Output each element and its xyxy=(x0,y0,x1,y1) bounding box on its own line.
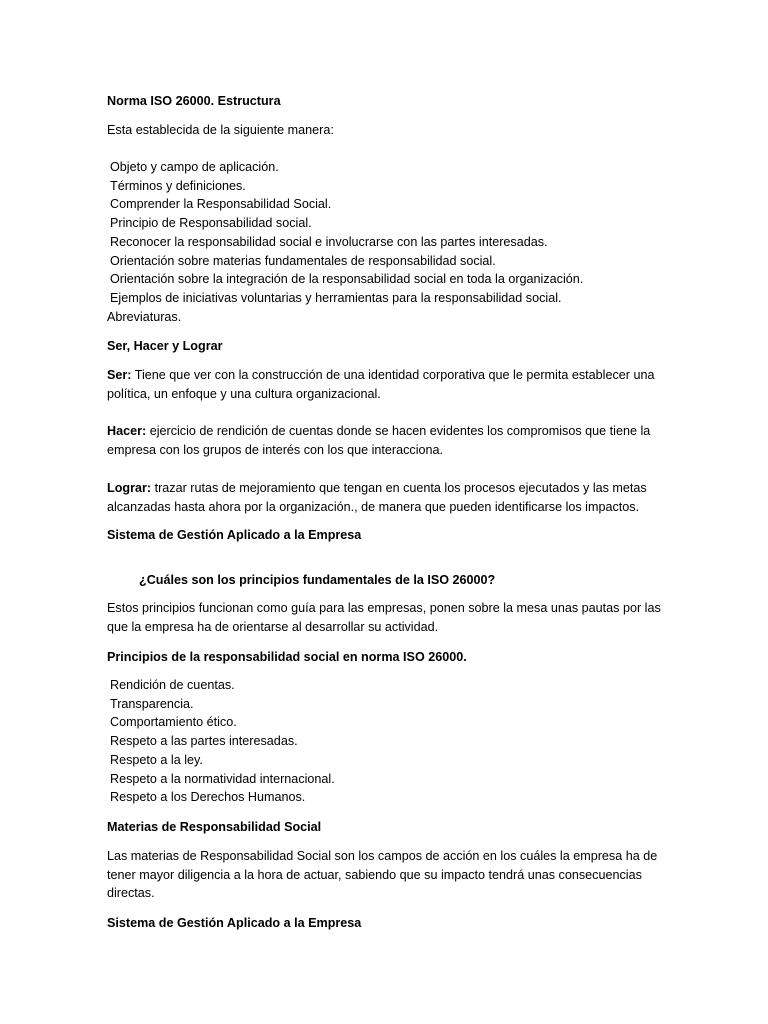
materias-paragraph xyxy=(107,847,657,903)
principles-intro-1: Estos principios funcionan como guía para las empresas, ponen sobre la mesa unas pautas por las xyxy=(107,601,661,615)
list-item: Reconocer la responsabilidad social e involucrarse con las partes interesadas. xyxy=(110,234,548,249)
materias-text-2: tener mayor diligencia a la hora de actuar, sabiendo que su impacto tendrá unas consecuencias xyxy=(107,867,642,882)
intro-text: Esta establecida de la siguiente manera: xyxy=(107,123,334,137)
list-item: Términos y definiciones. xyxy=(110,178,246,193)
lograr-text-1: trazar rutas de mejoramiento que tengan en cuenta los procesos ejecutados y las metas xyxy=(151,481,647,495)
list-item: Orientación sobre la integración de la responsabilidad social en toda la organización. xyxy=(110,272,584,287)
lograr-text-2: alcanzadas hasta ahora por la organización., de manera que pueden identificarse los impactos. xyxy=(107,499,640,514)
list-item: Orientación sobre materias fundamentales de responsabilidad social. xyxy=(110,253,496,268)
abbreviations-item: Abreviaturas. xyxy=(107,309,182,324)
list-item: Rendición de cuentas. xyxy=(110,678,235,692)
hacer-term: Hacer: xyxy=(107,424,147,438)
list-item: Objeto y campo de aplicación. xyxy=(110,160,279,174)
structure-list xyxy=(107,158,583,326)
principles-list xyxy=(107,676,335,807)
materias-text-3: directas. xyxy=(107,886,155,901)
list-item: Principio de Responsabilidad social. xyxy=(110,216,312,231)
list-item: Comportamiento ético. xyxy=(110,715,237,730)
lograr-paragraph xyxy=(107,479,647,516)
list-item: Respeto a las partes interesadas. xyxy=(110,734,298,749)
list-item: Ejemplos de iniciativas voluntarias y herramientas para la responsabilidad social. xyxy=(110,290,562,305)
list-item: Respeto a la ley. xyxy=(110,752,203,767)
list-item: Respeto a los Derechos Humanos. xyxy=(110,790,306,805)
principles-intro xyxy=(107,599,661,636)
hacer-text-1: ejercicio de rendición de cuentas donde se hacen evidentes los compromisos que tiene la xyxy=(146,424,651,438)
list-item: Respeto a la normatividad internacional. xyxy=(110,771,335,786)
heading-sistema-gestion-2: Sistema de Gestión Aplicado a la Empresa xyxy=(107,916,362,930)
ser-text-1: Tiene que ver con la construcción de una identidad corporativa que le permita establecer una xyxy=(131,368,655,382)
list-item: Transparencia. xyxy=(110,696,194,711)
heading-sistema-gestion: Sistema de Gestión Aplicado a la Empresa xyxy=(107,528,362,542)
heading-principios: Principios de la responsabilidad social en norma ISO 26000. xyxy=(107,650,467,664)
ser-text-2: política, un enfoque y una cultura organizacional. xyxy=(107,386,381,401)
lograr-term: Lograr: xyxy=(107,481,152,495)
heading-norma-iso: Norma ISO 26000. Estructura xyxy=(107,94,281,108)
heading-materias: Materias de Responsabilidad Social xyxy=(107,820,322,834)
ser-term: Ser: xyxy=(107,368,132,382)
materias-text-1: Las materias de Responsabilidad Social son los campos de acción en los cuáles la empresa ha de xyxy=(107,849,658,863)
principles-intro-2: que la empresa ha de orientarse al desarrollar su actividad. xyxy=(107,619,439,634)
hacer-paragraph xyxy=(107,422,650,459)
question-heading: ¿Cuáles son los principios fundamentales de la ISO 26000? xyxy=(139,573,496,587)
list-item: Comprender la Responsabilidad Social. xyxy=(110,197,332,212)
hacer-text-2: empresa con los grupos de interés con los que interacciona. xyxy=(107,442,444,457)
heading-ser-hacer-lograr: Ser, Hacer y Lograr xyxy=(107,339,223,353)
ser-paragraph xyxy=(107,366,654,403)
